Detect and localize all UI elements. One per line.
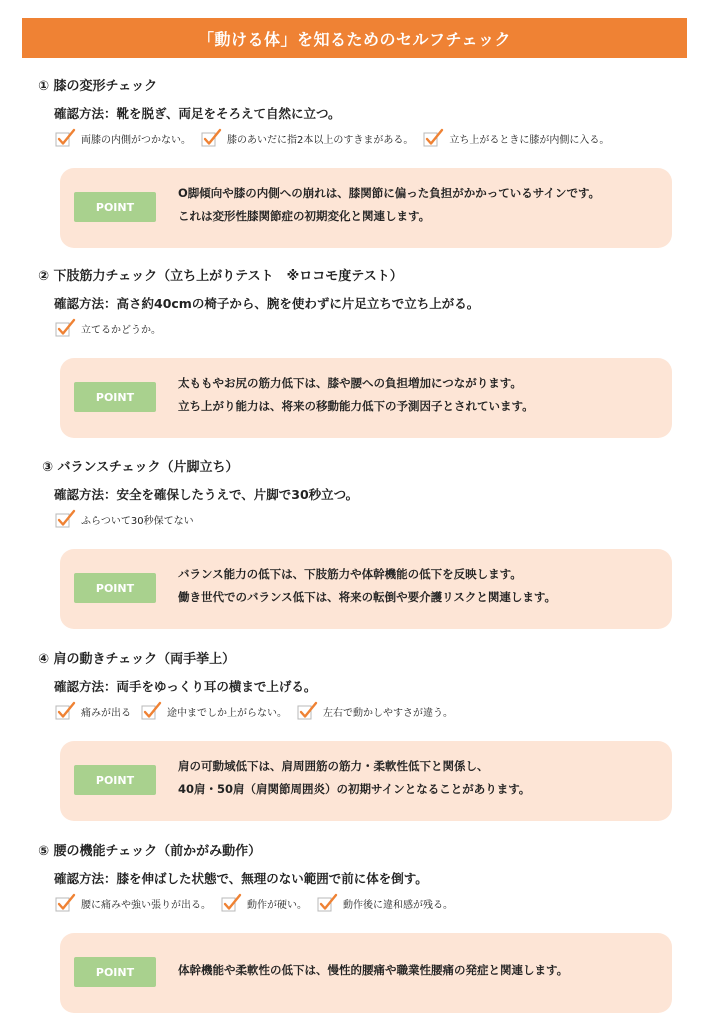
point-badge: POINT bbox=[74, 192, 156, 222]
point-text-line: 働き世代でのバランス低下は、将来の転倒や要介護リスクと関連します。 bbox=[178, 590, 557, 604]
check-item-label: 腰に痛みや強い張りが出る。 bbox=[81, 899, 211, 911]
page-title-banner bbox=[22, 18, 687, 58]
point-text bbox=[178, 372, 534, 418]
check-item bbox=[221, 893, 307, 913]
checkbox-checked-icon bbox=[423, 128, 445, 148]
section-title: ⑤ 腰の機能チェック（前かがみ動作） bbox=[38, 844, 262, 859]
point-badge: POINT bbox=[74, 765, 156, 795]
check-item bbox=[55, 509, 194, 529]
section-title: ① 膝の変形チェック bbox=[38, 79, 158, 94]
check-list bbox=[55, 701, 463, 721]
check-item-label: 立ち上がるときに膝が内側に入る。 bbox=[449, 134, 610, 146]
check-item-label: ふらついて30秒保てない bbox=[81, 515, 194, 527]
point-box bbox=[60, 741, 672, 821]
section-title: ② 下肢筋力チェック（立ち上がりテスト ※ロコモ度テスト） bbox=[38, 269, 403, 284]
page-title: 「動ける体」を知るためのセルフチェック bbox=[197, 29, 512, 49]
check-item-label: 膝のあいだに指2本以上のすきまがある。 bbox=[227, 134, 414, 146]
point-text bbox=[178, 755, 530, 801]
checkbox-checked-icon bbox=[221, 893, 243, 913]
check-list bbox=[55, 128, 619, 148]
check-item-label: 痛みが出る bbox=[81, 707, 131, 719]
point-box bbox=[60, 358, 672, 438]
point-text bbox=[178, 182, 600, 228]
checkbox-checked-icon bbox=[55, 701, 77, 721]
point-text bbox=[178, 563, 556, 609]
point-text-line: 肩の可動域低下は、肩周囲筋の筋力・柔軟性低下と関係し、 bbox=[178, 759, 489, 773]
checkbox-checked-icon bbox=[201, 128, 223, 148]
point-box bbox=[60, 549, 672, 629]
point-badge: POINT bbox=[74, 382, 156, 412]
check-item bbox=[423, 128, 609, 148]
point-text-line: 体幹機能や柔軟性の低下は、慢性的腰痛や職業性腰痛の発症と関連します。 bbox=[178, 963, 569, 977]
checkbox-checked-icon bbox=[55, 128, 77, 148]
check-item bbox=[55, 893, 211, 913]
check-list bbox=[55, 318, 171, 338]
section-method: 確認方法：高さ約40cmの椅子から、腕を使わずに片足立ちで立ち上がる。 bbox=[54, 296, 480, 311]
checkbox-checked-icon bbox=[55, 318, 77, 338]
point-badge: POINT bbox=[74, 957, 156, 987]
check-list bbox=[55, 893, 463, 913]
point-text-line: O脚傾向や膝の内側への崩れは、膝関節に偏った負担がかかっているサインです。 bbox=[178, 186, 601, 200]
check-list bbox=[55, 509, 204, 529]
checkbox-checked-icon bbox=[55, 893, 77, 913]
point-box bbox=[60, 168, 672, 248]
check-item bbox=[201, 128, 413, 148]
point-badge: POINT bbox=[74, 573, 156, 603]
point-text bbox=[178, 959, 568, 982]
check-item-label: 左右で動かしやすさが違う。 bbox=[323, 707, 453, 719]
section-method: 確認方法：両手をゆっくり耳の横まで上げる。 bbox=[54, 679, 317, 694]
section-title: ③ バランスチェック（片脚立ち） bbox=[42, 460, 239, 475]
point-text-line: これは変形性膝関節症の初期変化と関連します。 bbox=[178, 209, 431, 223]
check-item bbox=[55, 318, 161, 338]
check-item bbox=[317, 893, 453, 913]
section-method: 確認方法：安全を確保したうえで、片脚で30秒立つ。 bbox=[54, 487, 359, 502]
checkbox-checked-icon bbox=[141, 701, 163, 721]
point-text-line: 立ち上がり能力は、将来の移動能力低下の予測因子とされています。 bbox=[178, 399, 534, 413]
check-item bbox=[55, 701, 131, 721]
check-item-label: 途中までしか上がらない。 bbox=[167, 707, 287, 719]
check-item-label: 両膝の内側がつかない。 bbox=[81, 134, 191, 146]
section-method: 確認方法：膝を伸ばした状態で、無理のない範囲で前に体を倒す。 bbox=[54, 871, 428, 886]
checkbox-checked-icon bbox=[297, 701, 319, 721]
point-text-line: バランス能力の低下は、下肢筋力や体幹機能の低下を反映します。 bbox=[178, 567, 522, 581]
check-item bbox=[141, 701, 287, 721]
check-item-label: 立てるかどうか。 bbox=[81, 324, 161, 336]
checkbox-checked-icon bbox=[55, 509, 77, 529]
section-method: 確認方法：靴を脱ぎ、両足をそろえて自然に立つ。 bbox=[54, 106, 341, 121]
check-item bbox=[297, 701, 453, 721]
point-box bbox=[60, 933, 672, 1013]
section-title: ④ 肩の動きチェック（両手挙上） bbox=[38, 652, 236, 667]
point-text-line: 太ももやお尻の筋力低下は、膝や腰への負担増加につながります。 bbox=[178, 376, 522, 390]
check-item bbox=[55, 128, 191, 148]
check-item-label: 動作後に違和感が残る。 bbox=[343, 899, 453, 911]
checkbox-checked-icon bbox=[317, 893, 339, 913]
check-item-label: 動作が硬い。 bbox=[247, 899, 307, 911]
point-text-line: 40肩・50肩（肩関節周囲炎）の初期サインとなることがあります。 bbox=[178, 782, 531, 796]
